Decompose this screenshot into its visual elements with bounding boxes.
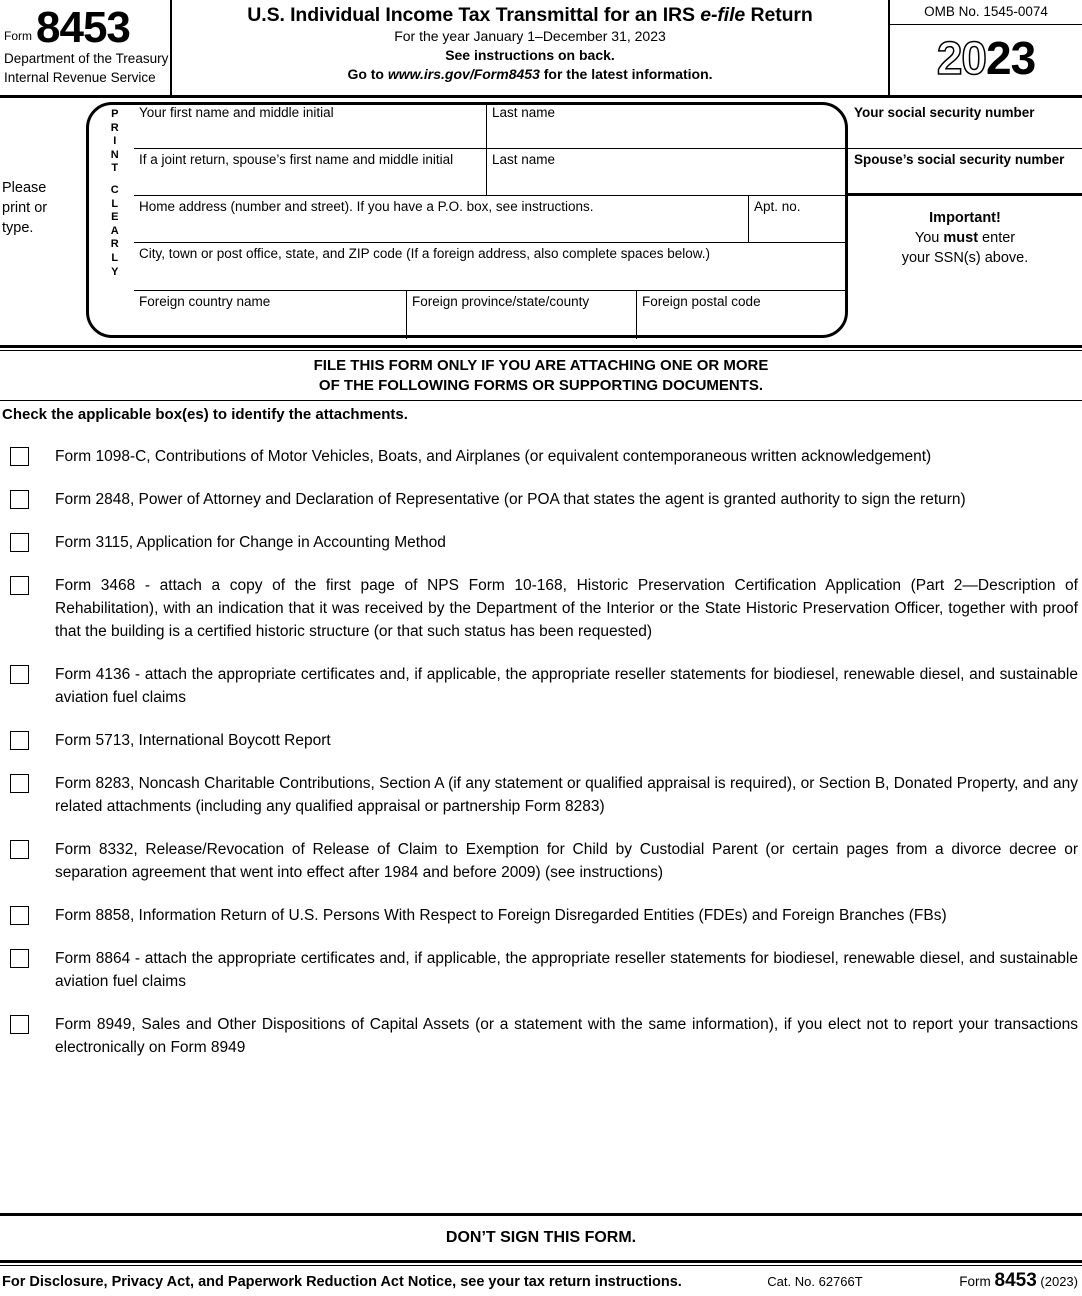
apt-no-field[interactable] (749, 196, 848, 242)
spouse-name-field[interactable] (134, 149, 486, 195)
checkbox-row-form-3468[interactable] (0, 574, 1082, 643)
print-clearly-vertical-label: P R I N T C L E A R L Y (110, 108, 120, 278)
checkbox-row-form-5713[interactable] (0, 729, 1082, 752)
footer-bottom-row (0, 1266, 1082, 1296)
see-instructions-note: See instructions on back. (445, 47, 615, 63)
banner-line-2: OF THE FOLLOWING FORMS OR SUPPORTING DOCUMENTS. (318, 377, 764, 394)
please-print-note: Please print or type. (2, 180, 48, 236)
checkbox-form-5713[interactable] (10, 731, 29, 750)
form-number-block (2, 0, 170, 52)
irs-url-link[interactable]: www.irs.gov/Form8453 (387, 66, 540, 82)
checkbox-form-8949[interactable] (10, 1015, 29, 1034)
checkbox-label-form-2848: Form 2848, Power of Attorney and Declaration of Representative (or POA that states the agent is granted authority to sign the return) (55, 491, 966, 508)
name-row-2 (134, 149, 848, 196)
form-footer (0, 1213, 1082, 1296)
foreign-province-field[interactable] (407, 291, 636, 339)
foreign-postal-label: Foreign postal code (642, 294, 761, 309)
ssn-column (848, 102, 1082, 338)
title-prefix: U.S. Individual Income Tax Transmittal for an IRS (247, 4, 701, 26)
checkbox-row-form-3115[interactable] (0, 531, 1082, 554)
goto-suffix: for the latest information. (539, 66, 713, 82)
year-solid-digits: 23 (986, 32, 1036, 84)
last-name-label-1: Last name (492, 105, 556, 120)
spouse-ssn-field[interactable] (848, 149, 1082, 196)
last-name-field-1[interactable] (487, 102, 848, 148)
spouse-name-label: If a joint return, spouse’s first name and middle initial (139, 152, 454, 167)
banner-line-1: FILE THIS FORM ONLY IF YOU ARE ATTACHING ONE OR MORE (313, 357, 769, 374)
checkbox-row-form-8283[interactable] (0, 772, 1082, 818)
checkbox-row-form-8949[interactable] (0, 1013, 1082, 1059)
checkbox-label-form-8332: Form 8332, Release/Revocation of Release of Claim to Exemption for Child by Custodial Parent (or certain pages from a divorce decree or separation agreement that went into effect after 1984 and before 2009) (see instructions) (55, 841, 1078, 881)
home-address-field[interactable] (134, 196, 748, 242)
footer-form-id (910, 1270, 1082, 1292)
department-line-2: Internal Revenue Service (4, 70, 156, 85)
title-efile: e-file (700, 4, 746, 26)
checkbox-label-form-8283: Form 8283, Noncash Charitable Contributions, Section A (if any statement or qualified appraisal is required), or Section B, Donated Property, and any related attachments (including any qualified appraisal or partnership Form 8283) (55, 775, 1078, 815)
entity-information-section (0, 95, 1082, 345)
year-outline-digits: 20 (936, 32, 986, 84)
checkbox-row-form-4136[interactable] (0, 663, 1082, 709)
header-title-block (172, 0, 890, 95)
checkbox-form-2848[interactable] (10, 490, 29, 509)
checkbox-form-3115[interactable] (10, 533, 29, 552)
checkbox-form-8858[interactable] (10, 906, 29, 925)
goto-prefix: Go to (347, 66, 388, 82)
name-row-1 (134, 102, 848, 149)
city-state-zip-label: City, town or post office, state, and ZIP code (If a foreign address, also complete spaces below.) (139, 246, 711, 261)
entity-fields-grid (134, 102, 848, 338)
first-name-label: Your first name and middle initial (139, 105, 334, 120)
checkbox-form-3468[interactable] (10, 576, 29, 595)
checkbox-form-8283[interactable] (10, 774, 29, 793)
department-line-1: Department of the Treasury (4, 51, 169, 66)
important-ssn-notice (848, 196, 1082, 268)
checkbox-label-form-3468: Form 3468 - attach a copy of the first page of NPS Form 10-168, Historic Preservation Certification Application (Part 2—Description of Rehabilitation), with an indication that it was received by the Department of the Interior or the State Historic Preservation Officer, together with proof that the building is a certified historic structure (or that such status has been requested) (55, 577, 1078, 640)
important-line3: your SSN(s) above. (901, 250, 1029, 266)
footer-form-year: (2023) (1036, 1274, 1078, 1289)
form-number: 8453 (36, 3, 130, 52)
foreign-country-field[interactable] (134, 291, 406, 339)
apt-no-label: Apt. no. (754, 199, 801, 214)
foreign-postal-field[interactable] (637, 291, 848, 339)
home-address-label: Home address (number and street). If you have a P.O. box, see instructions. (139, 199, 594, 214)
important-title: Important! (929, 210, 1001, 226)
header-right-block (890, 0, 1082, 95)
omb-number: OMB No. 1545-0074 (890, 0, 1082, 25)
foreign-province-label: Foreign province/state/county (412, 294, 590, 309)
checkbox-label-form-5713: Form 5713, International Boycott Report (55, 732, 331, 749)
tax-year-badge (890, 25, 1082, 95)
last-name-field-2[interactable] (487, 149, 848, 195)
checkbox-row-form-8332[interactable] (0, 838, 1082, 884)
check-applicable-instruction: Check the applicable box(es) to identify the attachments. (2, 406, 408, 423)
home-address-row (134, 196, 848, 243)
checkbox-row-form-8858[interactable] (0, 904, 1082, 927)
tax-year-range: For the year January 1–December 31, 2023 (394, 28, 666, 44)
checkbox-form-8864[interactable] (10, 949, 29, 968)
foreign-country-label: Foreign country name (139, 294, 271, 309)
checkbox-row-form-8864[interactable] (0, 947, 1082, 993)
first-name-field[interactable] (134, 102, 486, 148)
city-state-zip-field[interactable] (134, 243, 848, 290)
important-line2-must: must (943, 230, 979, 246)
checkbox-form-4136[interactable] (10, 665, 29, 684)
city-state-zip-row (134, 243, 848, 291)
form-label: Form (4, 29, 32, 43)
dont-sign-notice: DON’T SIGN THIS FORM. (445, 1229, 637, 1246)
file-form-banner (0, 351, 1082, 400)
form-header (0, 0, 1082, 95)
your-ssn-field[interactable] (848, 102, 1082, 149)
checkbox-label-form-8949: Form 8949, Sales and Other Dispositions of Capital Assets (or a statement with the same information), if you elect not to report your transactions electronically on Form 8949 (55, 1016, 1078, 1056)
checkbox-row-form-1098-c[interactable] (0, 445, 1082, 468)
last-name-label-2: Last name (492, 152, 556, 167)
checkbox-row-form-2848[interactable] (0, 488, 1082, 511)
page-title (172, 3, 888, 27)
important-line2-c: enter (978, 230, 1016, 246)
checkbox-label-form-4136: Form 4136 - attach the appropriate certificates and, if applicable, the appropriate reseller statements for biodiesel, renewable diesel, and sustainable aviation fuel claims (55, 666, 1078, 706)
catalog-number: Cat. No. 62766T (767, 1274, 863, 1289)
foreign-address-row (134, 291, 848, 339)
your-ssn-label: Your social security number (854, 105, 1035, 120)
checkbox-label-form-8858: Form 8858, Information Return of U.S. Persons With Respect to Foreign Disregarded Entities (FDEs) and Foreign Branches (FBs) (55, 907, 947, 924)
goto-url-note (172, 65, 888, 84)
spouse-ssn-label: Spouse’s social security number (854, 152, 1065, 167)
footer-form-number: 8453 (994, 1270, 1037, 1291)
title-suffix: Return (745, 4, 813, 26)
checkbox-label-form-8864: Form 8864 - attach the appropriate certificates and, if applicable, the appropriate reseller statements for biodiesel, renewable diesel, and sustainable aviation fuel claims (55, 950, 1078, 990)
attachment-checkbox-list (0, 425, 1082, 1059)
checkbox-form-8332[interactable] (10, 840, 29, 859)
header-left-block (0, 0, 172, 95)
checkbox-label-form-3115: Form 3115, Application for Change in Accounting Method (55, 534, 446, 551)
footer-form-label: Form (959, 1274, 995, 1289)
disclosure-notice: For Disclosure, Privacy Act, and Paperwork Reduction Act Notice, see your tax return instructions. (2, 1274, 682, 1290)
checkbox-form-1098-c[interactable] (10, 447, 29, 466)
important-line2-a: You (914, 230, 944, 246)
checkbox-label-form-1098-c: Form 1098-C, Contributions of Motor Vehicles, Boats, and Airplanes (or equivalent contemporaneous written acknowledgement) (55, 448, 932, 465)
